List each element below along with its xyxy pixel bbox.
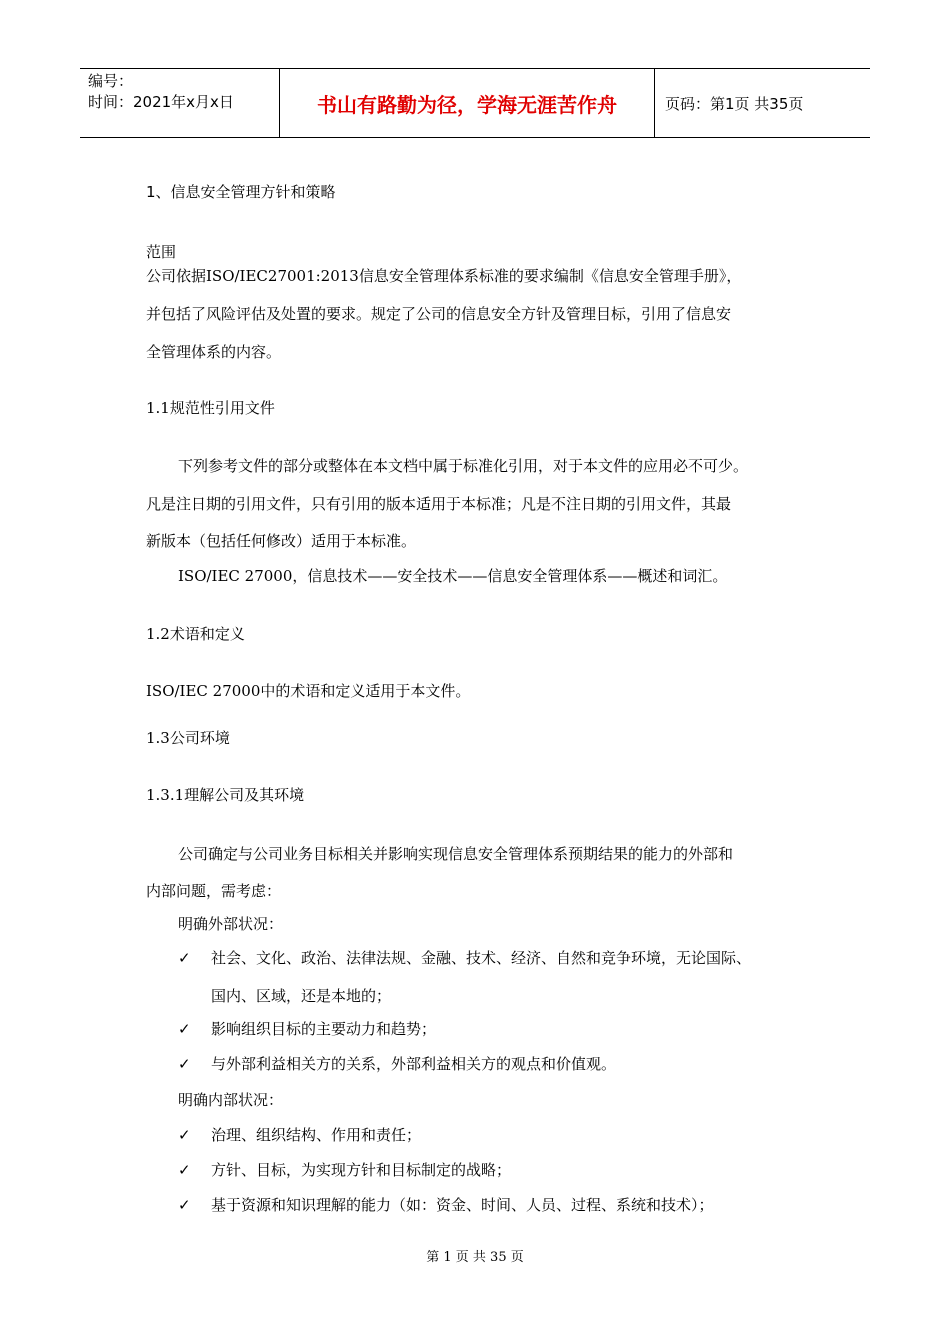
check-icon: ✓	[178, 1161, 191, 1179]
page-footer: 第 1 页 共 35 页	[426, 1250, 524, 1265]
check-icon: ✓	[178, 1126, 191, 1144]
subsection-heading: 1.3.1理解公司及其环境	[146, 786, 305, 804]
subsection-heading: 1.1规范性引用文件	[146, 399, 275, 417]
subsection-heading: 1.2术语和定义	[146, 625, 245, 643]
list-item: 方针、目标，为实现方针和目标制定的战略；	[211, 1161, 512, 1179]
page-header	[80, 68, 870, 138]
paragraph-line: 公司依据ISO/IEC27001:2013信息安全管理体系标准的要求编制《信息安全管理手册》，	[146, 267, 742, 285]
check-icon: ✓	[178, 1055, 191, 1073]
check-icon: ✓	[178, 1196, 191, 1214]
section-heading: 1、信息安全管理方针和策略	[146, 183, 336, 201]
header-date: 时间：2021年x月x日	[88, 93, 234, 111]
list-item: 与外部利益相关方的关系，外部利益相关方的观点和价值观。	[211, 1055, 617, 1073]
list-item: 基于资源和知识理解的能力（如：资金、时间、人员、过程、系统和技术）；	[211, 1196, 714, 1214]
paragraph-line: 明确外部状况：	[178, 915, 284, 933]
header-meta	[80, 69, 280, 137]
list-item: 国内、区域，还是本地的；	[211, 987, 392, 1005]
paragraph-line: 下列参考文件的部分或整体在本文档中属于标准化引用，对于本文件的应用必不可少。	[178, 457, 749, 475]
check-icon: ✓	[178, 949, 191, 967]
paragraph-line: 全管理体系的内容。	[146, 343, 282, 361]
header-number: 编号：	[88, 72, 134, 90]
header-page-number: 页码：第1页 共35页	[665, 94, 804, 113]
paragraph-line: 公司确定与公司业务目标相关并影响实现信息安全管理体系预期结果的能力的外部和	[178, 845, 734, 863]
paragraph-line: 范围	[146, 243, 177, 261]
paragraph-line: 凡是注日期的引用文件，只有引用的版本适用于本标准；凡是不注日期的引用文件，其最	[146, 495, 732, 513]
list-item: 社会、文化、政治、法律法规、金融、技术、经济、自然和竞争环境，无论国际、	[211, 949, 752, 967]
paragraph-line: ISO/IEC 27000中的术语和定义适用于本文件。	[146, 682, 471, 700]
check-icon: ✓	[178, 1020, 191, 1038]
paragraph-line: 明确内部状况：	[178, 1091, 284, 1109]
paragraph-line: 并包括了风险评估及处置的要求。规定了公司的信息安全方针及管理目标，引用了信息安	[146, 305, 732, 323]
list-item: 影响组织目标的主要动力和趋势；	[211, 1020, 437, 1038]
list-item: 治理、组织结构、作用和责任；	[211, 1126, 422, 1144]
paragraph-line: 内部问题，需考虑：	[146, 882, 282, 900]
paragraph-line: 新版本（包括任何修改）适用于本标准。	[146, 532, 417, 550]
subsection-heading: 1.3公司环境	[146, 729, 230, 747]
header-motto: 书山有路勤为径，学海无涯苦作舟	[280, 69, 655, 137]
paragraph-line: ISO/IEC 27000，信息技术——安全技术——信息安全管理体系——概述和词汇。	[178, 567, 728, 585]
